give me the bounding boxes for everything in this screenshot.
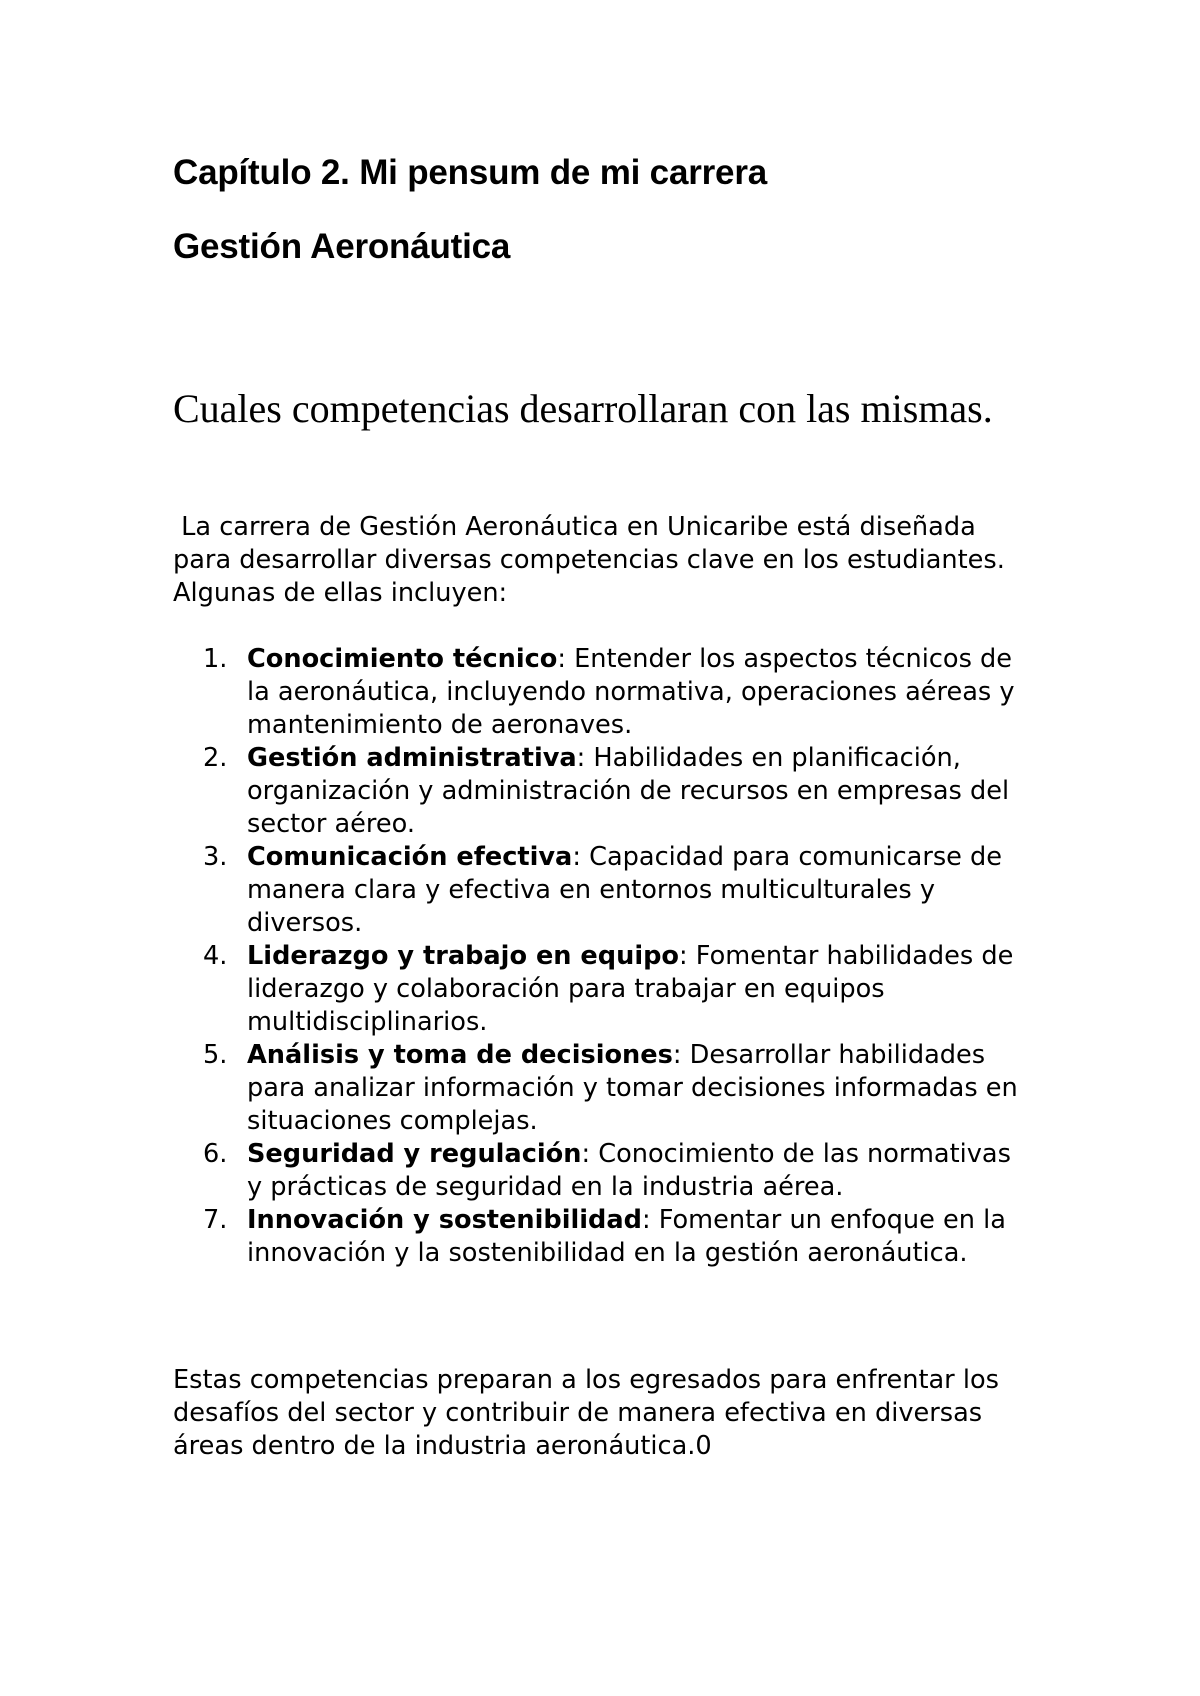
competency-list [173,643,1033,1270]
competency-title: Gestión administrativa [247,743,577,773]
competency-number: 1. [203,644,228,674]
competency-item [173,643,1033,742]
competency-description: : Desarrollar habilidades para analizar información y tomar decisiones informadas en situaciones complejas. [247,1040,1018,1136]
competency-item [173,1138,1033,1204]
competency-description: : Capacidad para comunicarse de manera clara y efectiva en entornos multiculturales y diversos. [247,842,1003,938]
competency-item [173,940,1033,1039]
chapter-title: Capítulo 2. Mi pensum de mi carrera [173,153,767,192]
competency-title: Análisis y toma de decisiones [247,1040,673,1070]
competency-title: Seguridad y regulación [247,1139,582,1169]
competency-title: Conocimiento técnico [247,644,558,674]
competency-number: 2. [203,743,228,773]
competency-item [173,841,1033,940]
competency-item [173,1204,1033,1270]
section-heading: Cuales competencias desarrollaran con las mismas. [173,386,993,431]
competency-description: : Fomentar un enfoque en la innovación y la sostenibilidad en la gestión aeronáutica. [247,1205,1006,1268]
competency-title: Innovación y sostenibilidad [247,1205,642,1235]
career-title: Gestión Aeronáutica [173,227,511,266]
competency-description: : Fomentar habilidades de liderazgo y colaboración para trabajar en equipos multidisciplinarios. [247,941,1014,1037]
competency-description: : Conocimiento de las normativas y prácticas de seguridad en la industria aérea. [247,1139,1011,1202]
intro-paragraph: La carrera de Gestión Aeronáutica en Unicaribe está diseñada para desarrollar diversas competencias clave en los estudiantes. Algunas de ellas incluyen: [173,512,1014,608]
competency-item [173,742,1033,841]
competency-number: 6. [203,1139,228,1169]
competency-number: 4. [203,941,228,971]
competency-number: 7. [203,1205,228,1235]
competency-title: Comunicación efectiva [247,842,573,872]
competency-item [173,1039,1033,1138]
competency-title: Liderazgo y trabajo en equipo [247,941,680,971]
competency-number: 3. [203,842,228,872]
competency-number: 5. [203,1040,228,1070]
competency-description: : Entender los aspectos técnicos de la aeronáutica, incluyendo normativa, operaciones aéreas y mantenimiento de aeronaves. [247,644,1015,740]
closing-paragraph: Estas competencias preparan a los egresados para enfrentar los desafíos del sector y contribuir de manera efectiva en diversas áreas dentro de la industria aeronáutica.0 [173,1365,999,1461]
competency-description: : Habilidades en planificación, organización y administración de recursos en empresas del sector aéreo. [247,743,1010,839]
